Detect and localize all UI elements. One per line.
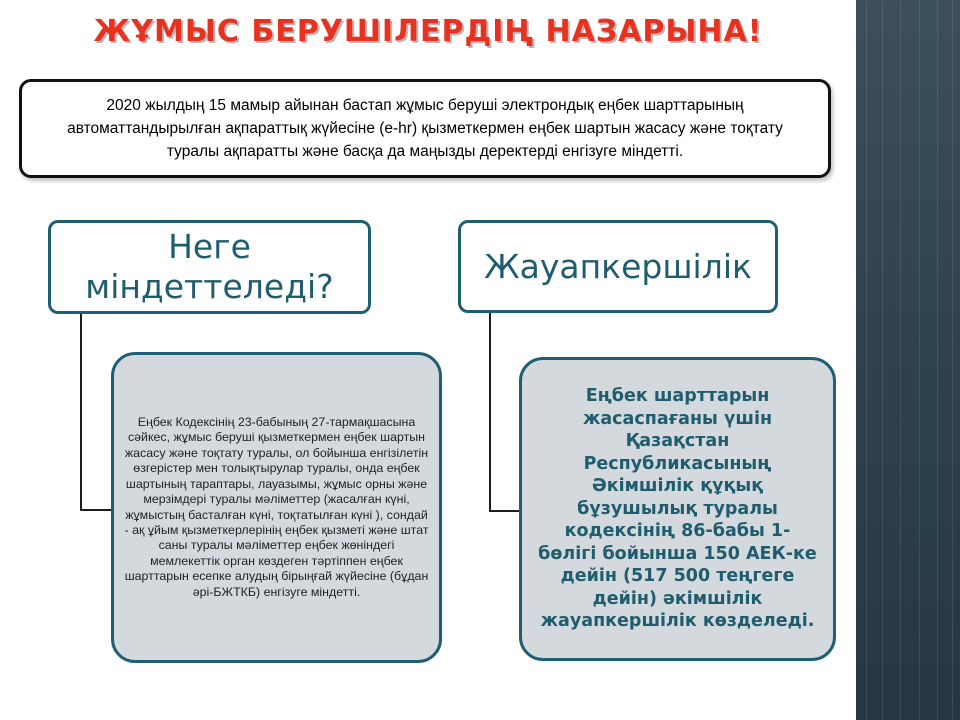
- responsibility-heading-box: [458, 220, 778, 313]
- why-heading: Неге міндеттеледі?: [85, 227, 334, 306]
- responsibility-detail-text: Еңбек шарттарын жасаспағаны үшін Қазақстан Республикасының Әкімшілік құқық бұзушылық туралы кодексінің 86-бабы 1-бөлігі бойынша 150 АЕК-ке дейін (517 500 теңгеге дейін) әкімшілік жауапкершілік көзделеді.: [538, 386, 817, 632]
- why-detail-card: [111, 352, 442, 663]
- notice-text: 2020 жылдың 15 мамыр айынан бастап жұмыс беруші электрондық еңбек шарттарының автоматтандырылған ақпараттық жүйесіне (e-hr) қызметкермен еңбек шартын жасасу және тоқтату туралы ақпаратты және басқа да маңызды деректерді енгізуге міндетті.: [67, 97, 783, 160]
- why-heading-box: [48, 220, 371, 314]
- responsibility-heading: Жауапкершілік: [484, 246, 752, 286]
- notice-box: [19, 79, 831, 178]
- responsibility-detail-card: [519, 357, 836, 661]
- responsibility-connector-line: [489, 313, 521, 512]
- slide-title: ЖҰМЫС БЕРУШІЛЕРДІҢ НАЗАРЫНА!: [93, 14, 763, 49]
- decorative-side-band: [856, 0, 960, 720]
- why-connector-line: [80, 314, 113, 511]
- why-detail-text: Еңбек Кодексінің 23-бабының 27-тармақшасына сәйкес, жұмыс беруші қызметкермен еңбек шартын жасасу және тоқтату туралы, ол бойынша енгізілетін өзгерістер мен толықтырулар туралы, онда еңбек шартының тараптары, лауазымы, жұмыс орны және мерзімдері туралы мәліметтер (жасалған күні, жұмыстың басталған күні, тоқтатылған күні ), сондай - ақ ұйым қызметкерлерінің еңбек қызметі және штат саны туралы мәліметтер еңбек жөніндегі мемлекеттік орган көздеген тәртіппен еңбек шарттарын есепке алудың бірыңғай жүйесіне (бұдан әрі-БЖТКБ) енгізуге міндетті.: [124, 415, 429, 599]
